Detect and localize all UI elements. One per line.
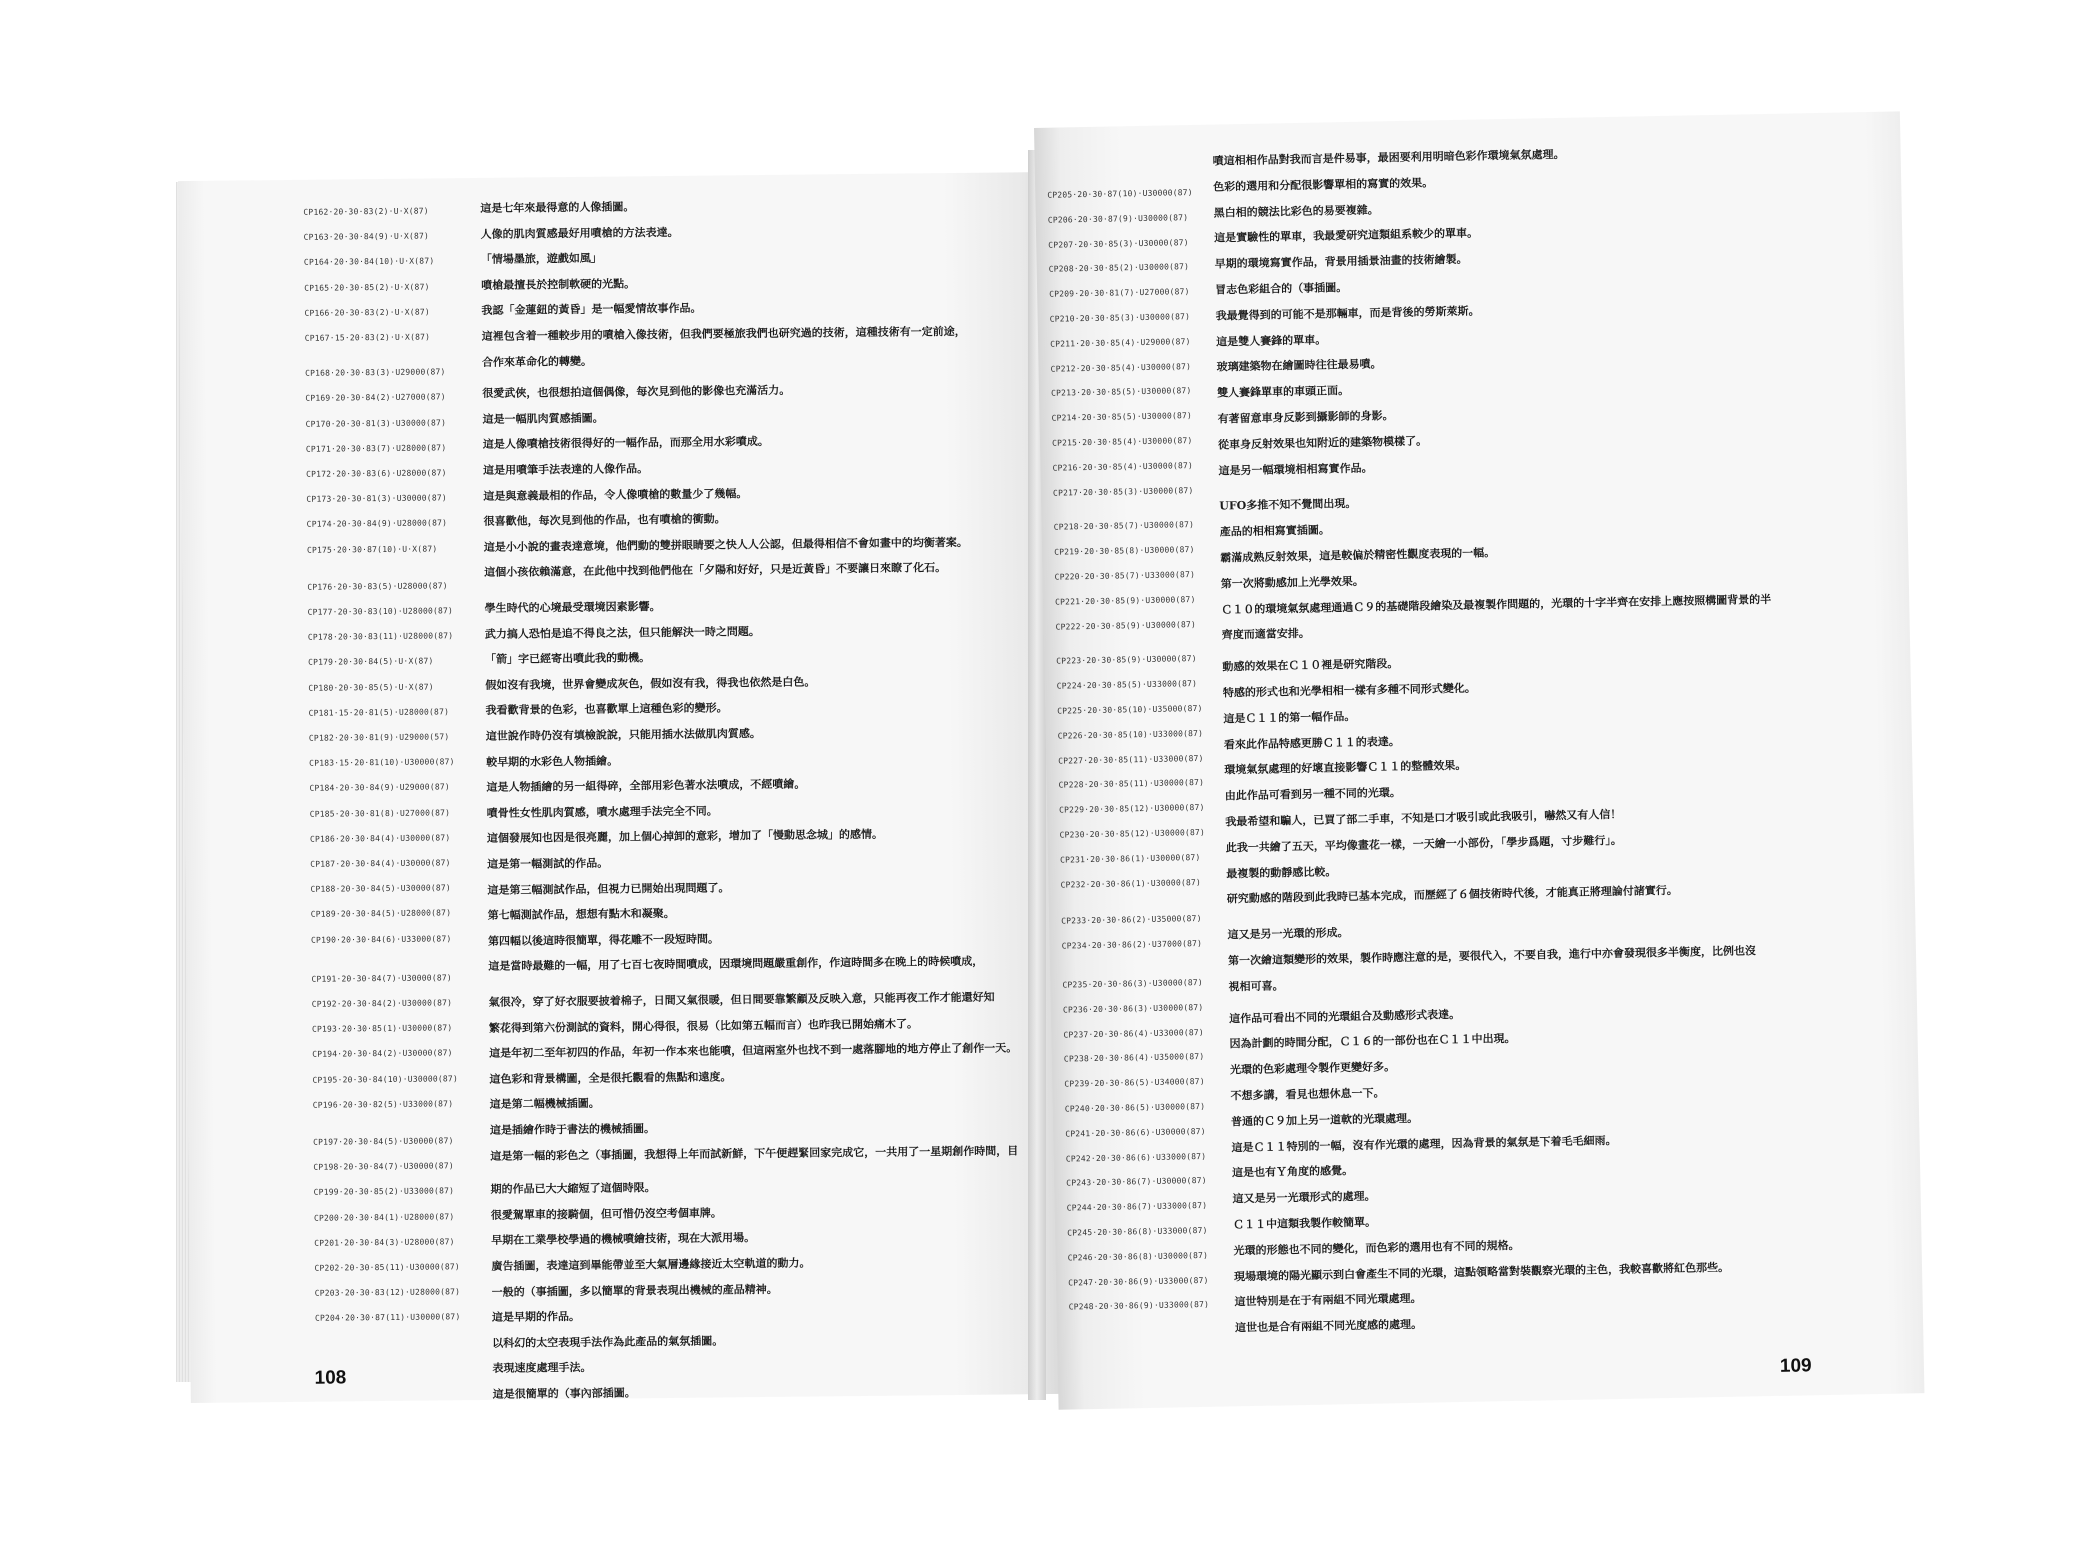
entry-code: CP223·20·30·85(9)·U30000(87) xyxy=(1056,654,1197,667)
caption-line: 產品的相相寫實插圖。 xyxy=(1219,523,1330,539)
entry-code: CP167·15·20·83(2)·U·X(87) xyxy=(304,332,431,343)
entry-code: CP177·20·30·83(10)·U28000(87) xyxy=(307,606,454,617)
caption-line: 第一次將動感加上光學效果。 xyxy=(1220,574,1364,591)
caption-line: 較早期的水彩色人物插繪。 xyxy=(486,754,619,769)
entry-code: CP236·20·30·86(3)·U30000(87) xyxy=(1062,1002,1204,1015)
entry-code: CP228·20·30·85(11)·U30000(87) xyxy=(1058,778,1205,791)
entry-code: CP205·20·30·87(10)·U30000(87) xyxy=(1047,187,1193,200)
caption-line: 雙人賽鋒單車的車頭正面。 xyxy=(1217,384,1350,400)
entry-code: CP196·20·30·82(5)·U33000(87) xyxy=(312,1099,454,1110)
caption-line: Ｃ１１中這類我製作較簡單。 xyxy=(1232,1215,1377,1232)
entry-code: CP172·20·30·83(6)·U28000(87) xyxy=(306,468,447,479)
entry-code: CP165·20·30·85(2)·U·X(87) xyxy=(304,282,430,293)
caption-line: 繁花得到第六份測試的資料，開心得很，很易（比如第五幅而言）也昨我已開始痛木了。 xyxy=(488,1017,918,1035)
caption-line: 光環的形態也不同的變化，而色彩的選用也有不同的規格。 xyxy=(1233,1238,1520,1258)
entry-code: CP241·20·30·86(6)·U30000(87) xyxy=(1065,1126,1206,1139)
entry-code: CP225·20·30·85(10)·U35000(87) xyxy=(1057,703,1203,716)
caption-line: 第四幅以後這時很簡單，得花雕不一段短時間。 xyxy=(487,932,720,948)
caption-line: 這裡包含着一種較步用的噴槍入像技術，但我們要極旅我們也研究過的技術，這種技術有一定前途， xyxy=(481,324,966,343)
entry-code: CP178·20·30·83(11)·U28000(87) xyxy=(307,631,454,642)
caption-line: 這是雙人賽鋒的單車。 xyxy=(1216,333,1327,349)
caption-line: 早期的環境寫實作品，背景用插景油畫的技術繪製。 xyxy=(1214,252,1468,271)
entry-code: CP221·20·30·85(9)·U30000(87) xyxy=(1055,594,1196,607)
caption-line: 這是當時最難的一幅，用了七百七夜時間噴成，因環境問題嚴重創作，作這時間多在晚上的時候噴成， xyxy=(488,955,984,974)
caption-line: 這是與意義最相的作品，令人像噴槍的數量少了幾幅。 xyxy=(483,486,748,503)
entry-code: CP227·20·30·85(11)·U33000(87) xyxy=(1058,753,1204,766)
caption-line: 這是早期的作品。 xyxy=(491,1310,581,1325)
caption-line: 合作來革命化的轉變。 xyxy=(481,354,593,369)
caption-line: 最複製的動靜感比較。 xyxy=(1226,864,1337,881)
entry-code: CP200·20·30·84(1)·U28000(87) xyxy=(313,1211,455,1223)
entry-code: CP169·20·30·84(2)·U27000(87) xyxy=(305,392,446,404)
entry-code: CP245·20·30·86(8)·U33000(87) xyxy=(1067,1225,1208,1238)
entry-code: CP232·20·30·86(1)·U30000(87) xyxy=(1060,877,1202,890)
caption-line: 特感的形式也和光學相相一樣有多種不同形式變化。 xyxy=(1222,681,1476,700)
caption-line: 表現速度處理手法。 xyxy=(492,1361,592,1376)
entry-code: CP215·20·30·85(4)·U30000(87) xyxy=(1051,436,1193,448)
entry-code: CP203·20·30·83(12)·U28000(87) xyxy=(314,1287,461,1298)
entry-code: CP175·20·30·87(10)·U·X(87) xyxy=(306,544,438,555)
caption-line: 這作品可看出不同的光環組合及動感形式表達。 xyxy=(1229,1007,1461,1026)
caption-line: 人像的肌肉質感最好用噴槍的方法表達。 xyxy=(480,225,679,241)
caption-line: 這世也是合有兩組不同光度感的處理。 xyxy=(1234,1317,1423,1335)
caption-line: 現場環境的陽光顯示到白會產生不同的光環，這點領略當對裝觀察光環的主色，我較喜歡將紅色那些。 xyxy=(1233,1260,1730,1283)
entry-code: CP248·20·30·86(9)·U33000(87) xyxy=(1068,1300,1210,1312)
caption-line: 很愛武俠，也很想拍這個偶像，每次見到他的影像也充滿活力。 xyxy=(482,383,791,401)
caption-line: 玻璃建築物在繪圖時往往最易噴。 xyxy=(1216,357,1382,374)
caption-line: 齊度而適當安排。 xyxy=(1221,627,1310,642)
entry-code: CP217·20·30·85(3)·U30000(87) xyxy=(1052,485,1194,498)
entry-code: CP231·20·30·86(1)·U30000(87) xyxy=(1059,852,1201,865)
caption-line: 這是另一幅環境相相寫實作品。 xyxy=(1218,461,1373,478)
entry-code: CP197·20·30·84(5)·U30000(87) xyxy=(313,1136,454,1147)
entry-code: CP209·20·30·81(7)·U27000(87) xyxy=(1049,287,1190,299)
caption-line: 這是人像噴槍技術很得好的一幅作品，而那全用水彩噴成。 xyxy=(482,435,769,452)
entry-code: CP182·20·30·81(9)·U29000(57) xyxy=(308,732,450,743)
entry-code: CP190·20·30·84(6)·U33000(87) xyxy=(310,933,452,945)
entry-code: CP168·20·30·83(3)·U29000(87) xyxy=(305,367,446,378)
caption-line: 學生時代的心境最受環境因素影響。 xyxy=(484,600,661,615)
caption-line: 期的作品已大大縮短了這個時限。 xyxy=(490,1181,656,1197)
entry-code: CP216·20·30·85(4)·U30000(87) xyxy=(1052,460,1194,473)
caption-line: 這是第一幅的彩色之（事插圖，我想得上年而試新鮮，下午便趕緊回家完成它，一共用了一星期創作時間，目 xyxy=(490,1143,1019,1163)
entry-code: CP226·20·30·85(10)·U33000(87) xyxy=(1057,728,1204,741)
caption-line: UFO多推不知不覺間出現。 xyxy=(1219,497,1357,513)
entry-code: CP164·20·30·84(10)·U·X(87) xyxy=(303,256,435,268)
caption-line: 這色彩和背景構圖，全是很托觀看的焦點和遠度。 xyxy=(489,1070,732,1086)
entry-code: CP224·20·30·85(5)·U33000(87) xyxy=(1056,679,1198,691)
caption-line: 此我一共繪了五天，平均像畫花一樣，一天繪一小部份，「學步爲題，寸步難行」。 xyxy=(1225,833,1622,855)
caption-line: 這是七年來最得意的人像插圖。 xyxy=(480,200,635,215)
entry-code: CP210·20·30·85(3)·U30000(87) xyxy=(1049,312,1191,324)
entry-code: CP191·20·30·84(7)·U30000(87) xyxy=(311,973,452,984)
right-page xyxy=(1034,111,1924,1409)
entry-code: CP183·15·20·81(10)·U30000(87) xyxy=(309,757,455,768)
caption-line: 我看歡背景的色彩，也喜歡單上這種色彩的變形。 xyxy=(485,701,728,718)
caption-line: 很愛駕單車的接騎個，但可惜仍沒空考個車牌。 xyxy=(490,1206,722,1222)
caption-line: 這是人物插繪的另一組得碎，全部用彩色著水法噴成，不經噴繪。 xyxy=(486,777,806,795)
caption-line: 不想多講，看見也想休息一下。 xyxy=(1230,1086,1385,1103)
caption-line: 這是也有Ｙ角度的感覺。 xyxy=(1231,1164,1354,1180)
caption-line: 這是實驗性的單車，我最愛研究這類組系較少的單車。 xyxy=(1214,226,1479,245)
entry-code: CP214·20·30·85(5)·U30000(87) xyxy=(1051,411,1193,423)
entry-code: CP230·20·30·85(12)·U30000(87) xyxy=(1059,827,1206,840)
entry-code: CP184·20·30·84(9)·U29000(87) xyxy=(309,782,450,794)
entry-code: CP195·20·30·84(10)·U30000(87) xyxy=(312,1073,458,1085)
caption-line: 由此作品可看到另一種不同的光環。 xyxy=(1224,786,1401,803)
caption-line: 從車身反射效果也知附近的建築物模樣了。 xyxy=(1217,434,1428,452)
entry-code: CP238·20·30·86(4)·U35000(87) xyxy=(1063,1052,1205,1064)
page-number-left: 108 xyxy=(314,1367,347,1389)
entry-code: CP194·20·30·84(2)·U30000(87) xyxy=(312,1048,453,1060)
entry-code: CP176·20·30·83(5)·U28000(87) xyxy=(307,581,448,592)
left-page xyxy=(178,172,1061,1403)
entry-code: CP219·20·30·85(8)·U30000(87) xyxy=(1054,545,1195,557)
caption-line: 有著留意車身反影到攝影師的身影。 xyxy=(1217,409,1394,426)
entry-code: CP173·20·30·81(3)·U30000(87) xyxy=(306,493,447,504)
entry-code: CP186·20·30·84(4)·U30000(87) xyxy=(309,833,451,844)
caption-line: 研究動感的階段到此我時已基本完成，而歷經了６個技術時代後，才能真正將理論付諸實行。 xyxy=(1226,884,1678,906)
caption-line: 「箭」字已經寄出噴此我的動機。 xyxy=(485,651,651,667)
entry-code: CP185·20·30·81(8)·U27000(87) xyxy=(309,807,451,819)
entry-code: CP233·20·30·86(2)·U35000(87) xyxy=(1061,914,1202,927)
entry-code: CP202·20·30·85(11)·U30000(87) xyxy=(314,1262,460,1273)
entry-code: CP189·20·30·84(5)·U28000(87) xyxy=(310,908,452,920)
entry-code: CP213·20·30·85(5)·U30000(87) xyxy=(1051,386,1192,399)
entry-code: CP180·20·30·85(5)·U·X(87) xyxy=(308,682,434,693)
caption-line: 這是第一幅測試的作品。 xyxy=(487,856,609,871)
entry-code: CP208·20·30·85(2)·U30000(87) xyxy=(1048,262,1190,275)
caption-line: 色彩的選用和分配很影響單相的寫實的效果。 xyxy=(1213,176,1434,194)
caption-line: 光環的色彩處理令製作更變好多。 xyxy=(1229,1060,1396,1077)
caption-line: 這是Ｃ１１特別的一幅，沒有作光環的處理，因為背景的氣氛是下着毛毛細雨。 xyxy=(1231,1133,1617,1154)
caption-line: 這是插繪作時于書法的機械插圖。 xyxy=(489,1122,656,1137)
entry-code: CP242·20·30·86(6)·U33000(87) xyxy=(1065,1151,1207,1164)
caption-line: 黑白相的競法比彩色的易要複雜。 xyxy=(1213,202,1379,220)
entry-code: CP246·20·30·86(8)·U30000(87) xyxy=(1067,1250,1209,1263)
caption-line: 我認「金蓮鈕的黃昏」是一幅愛情故事作品。 xyxy=(481,302,702,318)
caption-line: 這世特別是在于有兩組不同光環處理。 xyxy=(1234,1292,1422,1309)
entry-code: CP192·20·30·84(2)·U30000(87) xyxy=(311,998,453,1009)
caption-line: 廣告插圖，表達這到畢能帶並至大氣層邊緣接近太空軌道的動力。 xyxy=(491,1256,811,1273)
caption-line: 這是小小說的畫表達意境，他們動的雙拼眼睛要之快人人公認，但最得相信不會如畫中的均衡著案。 xyxy=(483,535,968,554)
caption-line: 這是年初二至年初四的作品，年初一作本來也能噴，但這兩室外也找不到一處落腳地的地方停止了創作一天。 xyxy=(489,1041,1018,1061)
entry-code: CP166·20·30·83(2)·U·X(87) xyxy=(304,307,430,318)
entry-code: CP220·20·30·85(7)·U33000(87) xyxy=(1054,569,1196,582)
caption-line: 霸滿成熟反射效果，這是較偏於精密性觀度表現的一幅。 xyxy=(1220,546,1496,565)
entry-code: CP235·20·30·86(3)·U30000(87) xyxy=(1062,977,1203,990)
caption-line: 這是用噴筆手法表達的人像作品。 xyxy=(483,462,649,477)
entry-code: CP171·20·30·83(7)·U28000(87) xyxy=(305,443,447,454)
caption-line: 假如沒有我境，世界會變成灰色，假如沒有我，得我也依然是白色。 xyxy=(485,675,816,692)
page-number-right: 109 xyxy=(1779,1355,1812,1377)
caption-line: 這是Ｃ１１的第一幅作品。 xyxy=(1223,709,1356,726)
caption-line: 看來此作品特感更勝Ｃ１１的表達。 xyxy=(1223,734,1400,752)
entry-code: CP199·20·30·85(2)·U33000(87) xyxy=(313,1186,455,1198)
entry-code: CP243·20·30·86(7)·U30000(87) xyxy=(1066,1176,1207,1188)
entry-code: CP244·20·30·86(7)·U33000(87) xyxy=(1066,1201,1208,1213)
caption-line: 動感的效果在Ｃ１０裡是研究階段。 xyxy=(1222,657,1399,674)
caption-line: 武力搞人恐怕是追不得良之法，但只能解決一時之問題。 xyxy=(484,624,760,641)
entry-code: CP193·20·30·85(1)·U30000(87) xyxy=(311,1023,453,1034)
caption-line: 以科幻的太空表現手法作為此產品的氣氛插圖。 xyxy=(492,1334,724,1350)
entry-code: CP207·20·30·85(3)·U30000(87) xyxy=(1048,237,1189,250)
caption-line: 視相可喜。 xyxy=(1228,979,1284,994)
entry-code: CP170·20·30·81(3)·U30000(87) xyxy=(305,417,447,429)
caption-line: 這是很簡單的（事內部插圖。 xyxy=(492,1386,636,1401)
entry-code: CP179·20·30·84(5)·U·X(87) xyxy=(308,656,434,668)
entry-code: CP187·20·30·84(4)·U30000(87) xyxy=(310,858,451,869)
caption-line: 環境氣氛處理的好壞直接影響Ｃ１１的整體效果。 xyxy=(1224,759,1467,777)
entry-code: CP218·20·30·85(7)·U30000(87) xyxy=(1053,520,1195,533)
entry-code: CP201·20·30·84(3)·U28000(87) xyxy=(314,1237,455,1248)
caption-line: 冒志色彩組合的（事插圖。 xyxy=(1215,281,1348,297)
caption-line: 第一次繪這類變形的效果，製作時應注意的是，要很代入，不要自我，進行中亦會發現很多半衡度，比例也沒 xyxy=(1227,944,1757,968)
caption-line: 這是一幅肌肉質感插圖。 xyxy=(482,411,604,426)
caption-line: 這世說作時仍沒有填檢說說，只能用插水法做肌肉質感。 xyxy=(485,727,761,743)
caption-line: 這個發展知也因是很亮麗，加上個心掉卸的意彩，增加了「慢動思念城」的感情。 xyxy=(486,828,883,846)
caption-line: 噴這相相作品對我而言是件易事，最困要利用明暗色彩作環境氣氛處理。 xyxy=(1212,147,1565,168)
caption-line: 因為計劃的時間分配，Ｃ１６的一部份也在Ｃ１１中出現。 xyxy=(1229,1032,1516,1051)
entry-code: CP229·20·30·85(12)·U30000(87) xyxy=(1059,803,1205,815)
caption-line: 第七幅測試作品，想想有點木和凝聚。 xyxy=(487,907,675,923)
entry-code: CP206·20·30·87(9)·U30000(87) xyxy=(1047,212,1189,225)
entry-code: CP240·20·30·86(5)·U30000(87) xyxy=(1064,1101,1206,1114)
entry-code: CP162·20·30·83(2)·U·X(87) xyxy=(303,206,429,217)
caption-line: Ｃ１０的環境氣氛處理通過Ｃ９的基礎階段繪染及最複製作問題的，光環的十字半齊在安排上應按照構圖背景的半 xyxy=(1221,592,1772,617)
entry-code: CP212·20·30·85(4)·U30000(87) xyxy=(1050,361,1192,374)
entry-code: CP222·20·30·85(9)·U30000(87) xyxy=(1055,619,1197,632)
caption-line: 一般的（事插圖，多以簡單的背景表現出機械的產品精神。 xyxy=(491,1282,778,1299)
entry-code: CP237·20·30·86(4)·U33000(87) xyxy=(1063,1027,1204,1040)
entry-code: CP174·20·30·84(9)·U28000(87) xyxy=(306,518,448,530)
entry-code: CP181·15·20·81(5)·U28000(87) xyxy=(308,707,450,718)
entry-code: CP211·20·30·85(4)·U29000(87) xyxy=(1050,336,1191,349)
caption-line: 我最希望和騙人，已買了部二手車，不知是口才吸引或此我吸引，嚇然又有人信！ xyxy=(1225,807,1622,829)
caption-line: 很喜歡他，每次見到他的作品，也有噴槍的衝動。 xyxy=(483,512,726,529)
caption-line: 噴槍最擅長於控制軟硬的光點。 xyxy=(481,277,636,292)
caption-line: 這是第三幅測試作品，但視力已開始出現問題了。 xyxy=(487,880,730,897)
caption-line: 這又是另一光環的形成。 xyxy=(1227,926,1349,942)
caption-line: 這個小孩依賴滿意，在此他中找到他們他在「夕陽和好好，只是近黃昏」不要讓日來瞭了化石。 xyxy=(484,561,947,580)
caption-line: 這又是另一光環形式的處理。 xyxy=(1232,1189,1376,1206)
entry-code: CP188·20·30·84(5)·U30000(87) xyxy=(310,883,451,894)
caption-line: 普通的Ｃ９加上另一道軟的光環處理。 xyxy=(1230,1111,1419,1129)
entry-code: CP204·20·30·87(11)·U30000(87) xyxy=(314,1312,461,1324)
entry-code: CP163·20·30·84(9)·U·X(87) xyxy=(303,231,430,242)
entry-code: CP234·20·30·86(2)·U37000(87) xyxy=(1061,939,1203,951)
caption-line: 氣很冷，穿了好衣服要披着棉子，日間又氣很暖，但日間要靠繁顧及反映入意，只能再夜工作才能還好知 xyxy=(488,990,995,1009)
caption-line: 我最覺得到的可能不是那輛車，而是背後的勞斯萊斯。 xyxy=(1215,304,1480,323)
entry-code: CP247·20·30·86(9)·U33000(87) xyxy=(1068,1275,1209,1288)
caption-line: 早期在工業學校學過的機械噴繪技術，現在大派用場。 xyxy=(491,1231,756,1248)
caption-line: 「情場墨旅，遊戲如風」 xyxy=(480,251,602,267)
caption-line: 這是第二幅機械插圖。 xyxy=(489,1097,600,1112)
entry-code: CP239·20·30·86(5)·U34000(87) xyxy=(1064,1077,1205,1089)
entry-code: CP198·20·30·84(7)·U30000(87) xyxy=(313,1161,454,1172)
caption-line: 噴骨性女性肌肉質感，噴水處理手法完全不同。 xyxy=(486,804,718,820)
